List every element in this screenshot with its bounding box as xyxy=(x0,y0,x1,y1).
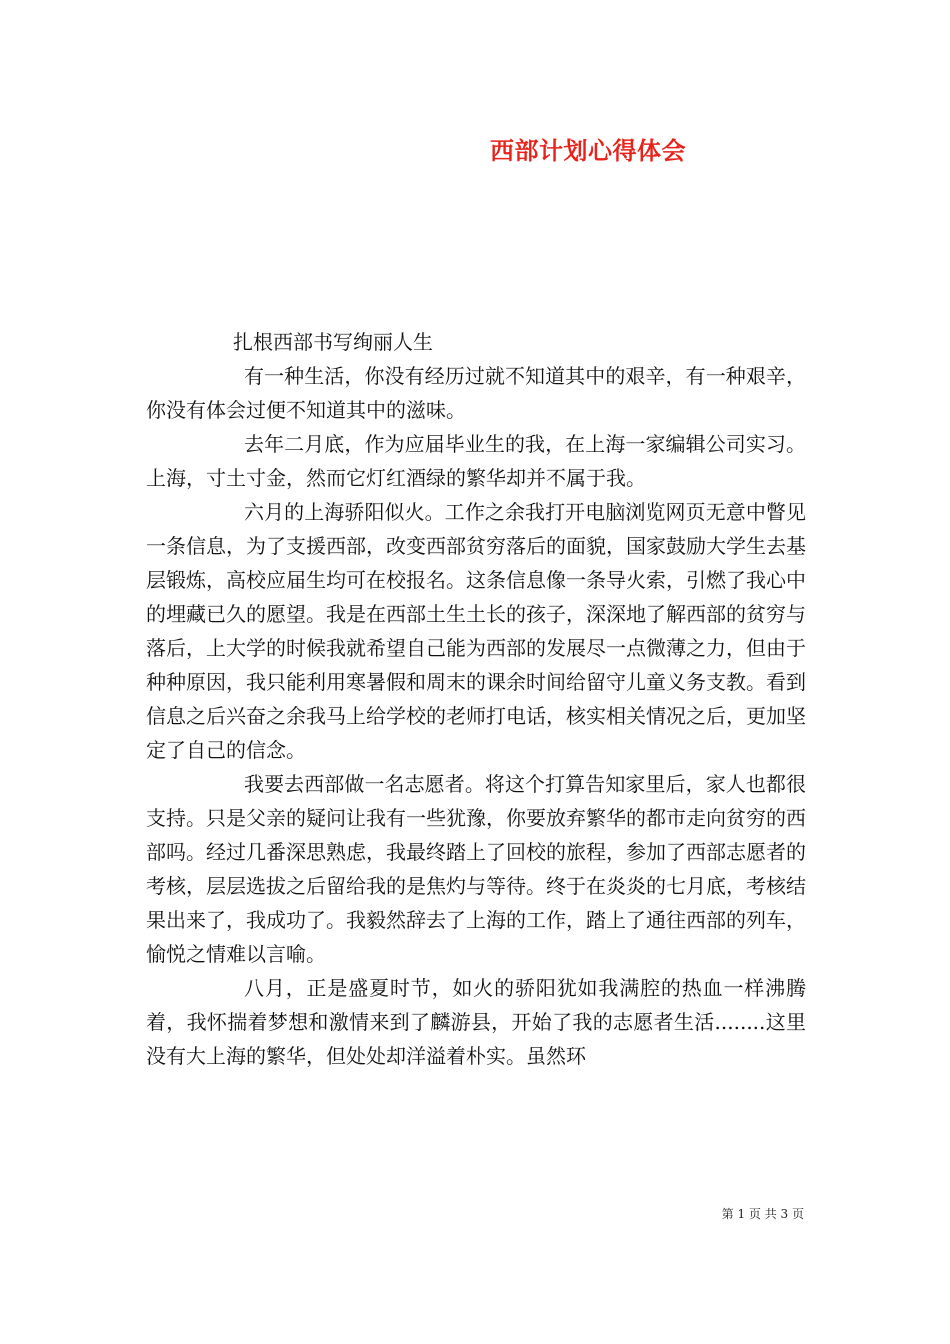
paragraph-4: 我要去西部做一名志愿者。将这个打算告知家里后，家人也都很支持。只是父亲的疑问让我有一些犹豫，你要放弃繁华的都市走向贫穷的西部吗。经过几番深思熟虑，我最终踏上了回校的旅程，参加了西部志愿者的考核，层层选拔之后留给我的是焦灼与等待。终于在炎炎的七月底，考核结果出来了，我成功了。我毅然辞去了上海的工作，踏上了通往西部的列车，愉悦之情难以言喻。 xyxy=(146,772,806,966)
page-title: 西部计划心得体会 xyxy=(490,136,686,165)
article-subtitle: 扎根西部书写绚丽人生 xyxy=(233,330,433,354)
paragraph-3: 六月的上海骄阳似火。工作之余我打开电脑浏览网页无意中瞥见一条信息，为了支援西部，改变西部贫穷落后的面貌，国家鼓励大学生去基层锻炼，高校应届生均可在校报名。这条信息像一条导火索，引燃了我心中的埋藏已久的愿望。我是在西部土生土长的孩子，深深地了解西部的贫穷与落后，上大学的时候我就希望自己能为西部的发展尽一点微薄之力，但由于种种原因，我只能利用寒暑假和周末的课余时间给留守儿童义务支教。看到信息之后兴奋之余我马上给学校的老师打电话，核实相关情况之后，更加坚定了自己的信念。 xyxy=(146,500,806,762)
paragraph-1: 有一种生活，你没有经历过就不知道其中的艰辛，有一种艰辛，你没有体会过便不知道其中的滋味。 xyxy=(146,364,806,422)
page-number: 第 1 页 共 3 页 xyxy=(721,1207,804,1221)
paragraph-2: 去年二月底，作为应届毕业生的我，在上海一家编辑公司实习。上海，寸土寸金，然而它灯红酒绿的繁华却并不属于我。 xyxy=(146,432,806,490)
article-body xyxy=(146,325,806,1073)
paragraph-5: 八月，正是盛夏时节，如火的骄阳犹如我满腔的热血一样沸腾着，我怀揣着梦想和激情来到了麟游县，开始了我的志愿者生活........这里没有大上海的繁华，但处处却洋溢着朴实。虽然环 xyxy=(146,976,806,1068)
